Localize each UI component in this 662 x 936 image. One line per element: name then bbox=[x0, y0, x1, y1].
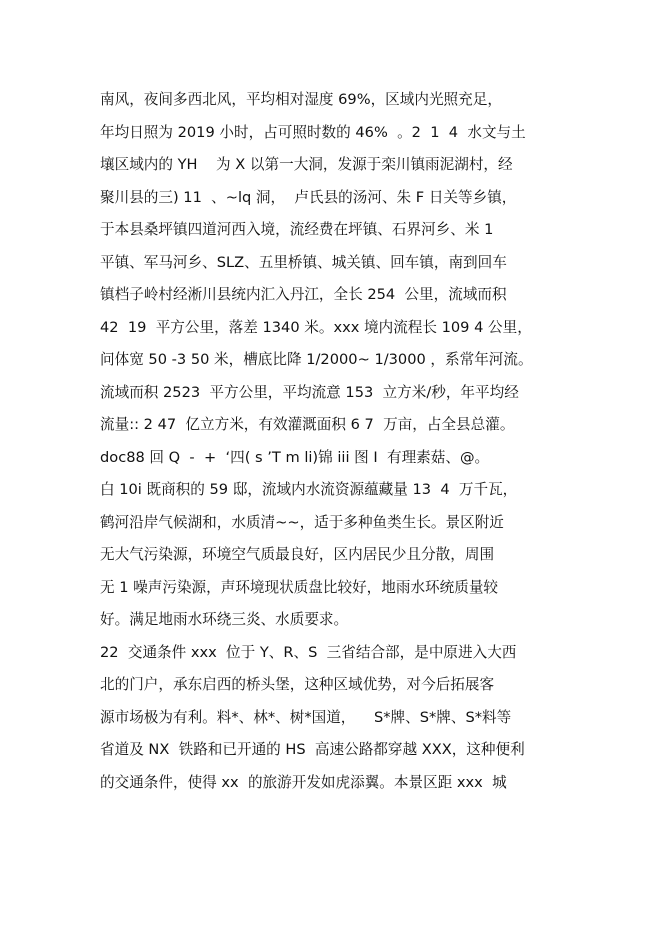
text-line: 42 19 平方公里，落差 1340 米。xxx 境内流程长 109 4 公里， bbox=[100, 318, 532, 336]
body-text bbox=[100, 84, 580, 799]
text-line: 无大气污染源，环境空气质最良好，区内居民少且分散，周围 bbox=[100, 546, 495, 563]
text-line: 22 交通条件 xxx 位于 Y、R、S 三省结合部，是中原进入大西 bbox=[100, 643, 517, 661]
text-line: 流量:: 2 47 亿立方米，有效灌溉面积 6 7 万亩，占全县总灌。 bbox=[100, 416, 515, 433]
text-line: 于本县桑坪镇四道河西入境，流经费在坪镇、石界河乡、米 1 bbox=[100, 221, 494, 238]
text-line: 省道及 NX 铁路和已开通的 HS 高速公路都穿越 XXX，这种便利 bbox=[100, 741, 525, 758]
text-line: 北的门户，承东启西的桥头堡，这种区域优势，对今后拓展客 bbox=[100, 676, 495, 693]
text-line: 镇档子岭村经淅川县统内汇入丹江，全长 254 公里，流域而积 bbox=[100, 286, 507, 303]
text-line: 聚川县的三) 11 、~lq 洞， 卢氏县的汤河、朱 F 日关等乡镇， bbox=[100, 188, 517, 206]
text-line: 源市场极为有利。料*、林*、树*国道， S*牌、S*牌、S*料等 bbox=[100, 708, 512, 726]
text-line: 流域而积 2523 平方公里，平均流意 153 立方米/秒，年平均经 bbox=[100, 383, 519, 401]
text-line: 鹤河沿岸气候湖和，水质清~~，适于多种鱼类生长。景区附近 bbox=[100, 513, 504, 531]
text-line: 白 10i 既商积的 59 邸，流域内水流资源蕴藏量 13 4 万千瓦， bbox=[100, 481, 518, 498]
text-line: doc88 回 Q - + ‘四( s ’T m li)锦 iii 图 I 有理素菇、@。 bbox=[100, 448, 490, 466]
text-line: 南风，夜间多西北风，平均相对湿度 69%，区域内光照充足， bbox=[100, 91, 502, 108]
text-line: 问体宽 50 -3 50 米，槽底比降 1/2000~ 1/3000 ，系常年河流。 bbox=[100, 351, 533, 368]
text-line: 平镇、军马河乡、SLZ、五里桥镇、城关镇、回车镇，南到回车 bbox=[100, 253, 507, 271]
text-line: 无 1 噪声污染源，声环境现状质盘比较好，地雨水环统质量较 bbox=[100, 578, 499, 596]
text-line: 的交通条件，使得 xx 的旅游开发如虎添翼。本景区距 xxx 城 bbox=[100, 773, 507, 791]
text-line: 壤区域内的 YH 为 X 以第一大洞，发源于栾川镇雨泥湖村，经 bbox=[100, 156, 513, 173]
text-line: 好。满足地雨水环绕三炎、水质要求。 bbox=[100, 611, 349, 628]
text-line: 年均日照为 2019 小时，占可照时数的 46% 。2 1 4 水文与土 bbox=[100, 123, 526, 141]
